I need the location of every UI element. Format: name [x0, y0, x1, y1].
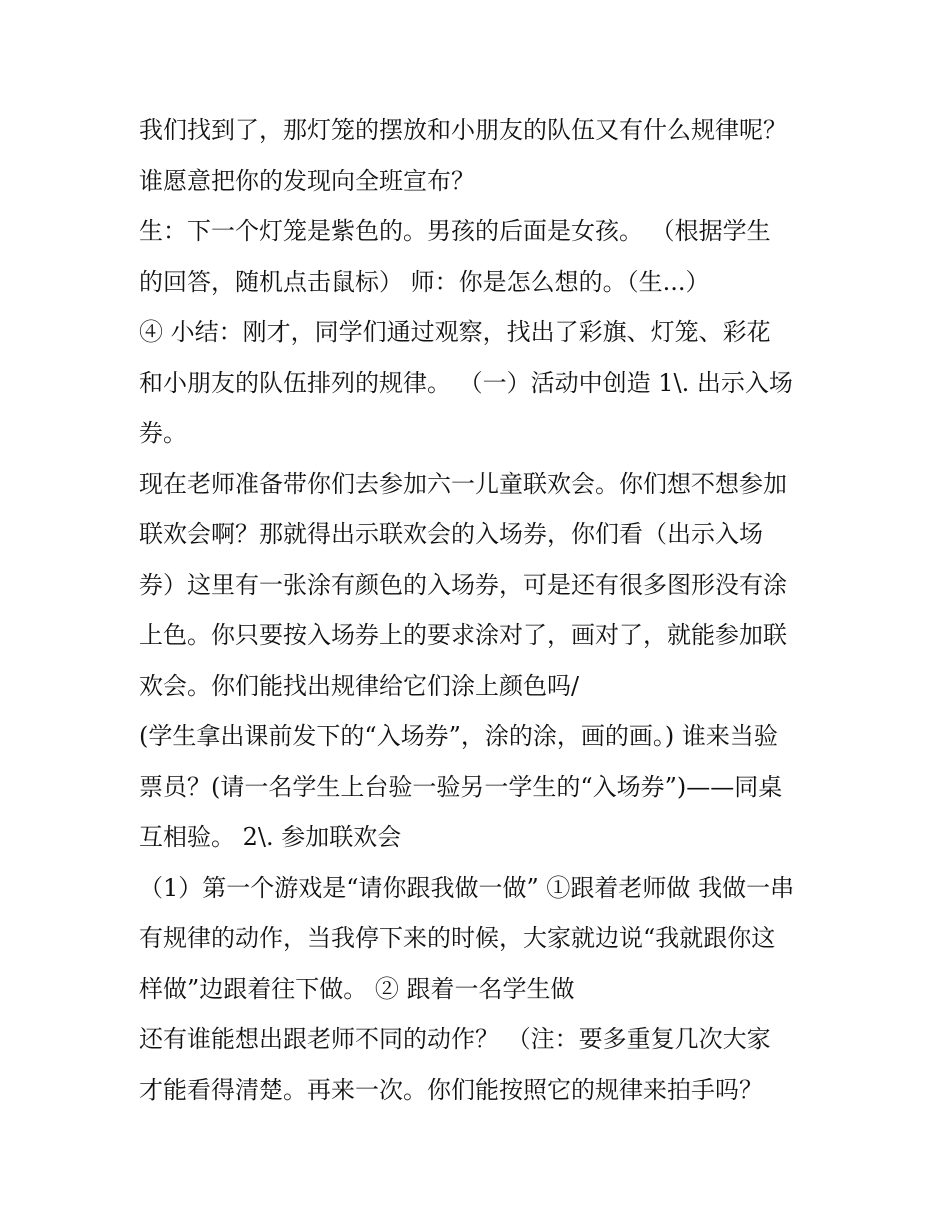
- text-line: 上色。你只要按入场券上的要求涂对了，画对了，就能参加联: [139, 621, 787, 649]
- text-line: 的回答，随机点击鼠标） 师：你是怎么想的。（生...）: [139, 268, 710, 296]
- text-line: 票员？(请一名学生上台验一验另一学生的“入场券”)——同桌: [139, 773, 783, 801]
- text-line: 现在老师准备带你们去参加六一儿童联欢会。你们想不想参加: [139, 470, 787, 498]
- text-line: 生：下一个灯笼是紫色的。男孩的后面是女孩。 （根据学生: [139, 217, 771, 245]
- text-line: 和小朋友的队伍排列的规律。 （一）活动中创造 1\. 出示入场: [139, 369, 793, 397]
- text-line: (学生拿出课前发下的“入场券”，涂的涂，画的画。) 谁来当验: [139, 722, 778, 750]
- text-line: 互相验。 2\. 参加联欢会: [139, 823, 402, 851]
- text-line: （1）第一个游戏是“请你跟我做一做” ①跟着老师做 我做一串: [139, 874, 795, 902]
- text-line: 还有谁能想出跟老师不同的动作？ （注：要多重复几次大家: [139, 1025, 771, 1053]
- text-line: ④ 小结：刚才，同学们通过观察，找出了彩旗、灯笼、彩花: [139, 318, 771, 346]
- text-line: 券）这里有一张涂有颜色的入场券，可是还有很多图形没有涂: [139, 571, 787, 599]
- text-line: 欢会。你们能找出规律给它们涂上颜色吗/: [139, 672, 580, 700]
- text-line: 谁愿意把你的发现向全班宣布？: [139, 167, 475, 195]
- text-line: 联欢会啊？那就得出示联欢会的入场券，你们看（出示入场: [139, 520, 763, 548]
- text-line: 样做”边跟着往下做。 ② 跟着一名学生做: [139, 975, 575, 1003]
- text-line: 有规律的动作，当我停下来的时候，大家就边说“我就跟你这: [139, 924, 776, 952]
- text-line: 才能看得清楚。再来一次。你们能按照它的规律来拍手吗？: [139, 1076, 763, 1104]
- text-line: 券。: [139, 419, 187, 447]
- text-line: 我们找到了，那灯笼的摆放和小朋友的队伍又有什么规律呢？: [139, 116, 787, 144]
